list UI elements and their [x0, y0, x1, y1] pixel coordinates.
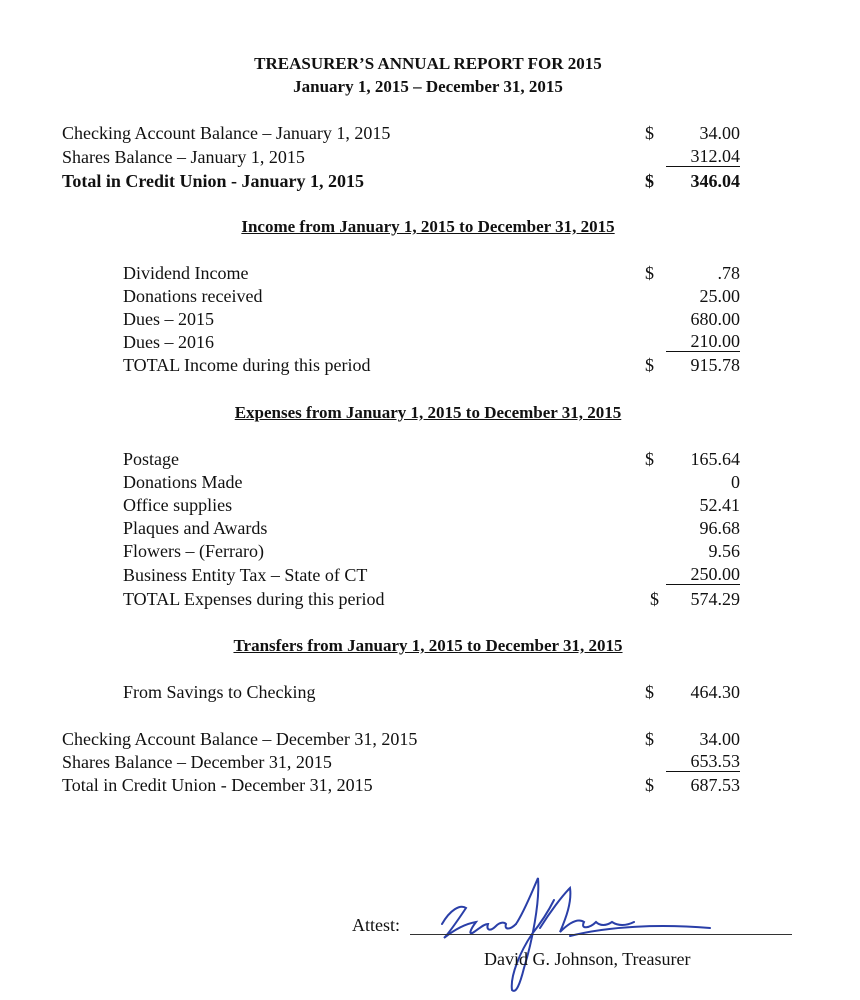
expense-row: [123, 564, 742, 586]
income-row: [123, 331, 742, 353]
row-amount: .78: [717, 263, 740, 283]
row-amount: 25.00: [699, 286, 740, 306]
expense-row: [123, 448, 742, 470]
income-row: [123, 308, 742, 330]
row-label: TOTAL Expenses during this period: [123, 589, 385, 609]
row-label: Checking Account Balance – January 1, 2015: [62, 123, 391, 143]
row-amount: 34.00: [699, 123, 740, 143]
row-amount: 0: [731, 472, 740, 492]
currency-symbol: $: [645, 263, 654, 283]
row-amount: 165.64: [690, 449, 740, 469]
closing-row: [62, 728, 742, 750]
expenses-heading: Expenses from January 1, 2015 to December 31, 2015: [234, 403, 622, 422]
row-label: From Savings to Checking: [123, 682, 316, 702]
row-amount: 96.68: [699, 518, 740, 538]
income-total-row: [123, 354, 742, 376]
opening-total-row: [62, 170, 742, 192]
currency-symbol: $: [645, 682, 654, 702]
row-label: Shares Balance – January 1, 2015: [62, 147, 305, 167]
closing-total-row: [62, 774, 742, 796]
currency-symbol: $: [645, 729, 654, 749]
row-amount: 210.00: [666, 331, 740, 352]
row-label: Flowers – (Ferraro): [123, 541, 264, 561]
report-title: TREASURER’S ANNUAL REPORT FOR 2015: [254, 54, 602, 73]
signature-line: [410, 934, 792, 935]
expense-total-row: [123, 588, 742, 610]
row-amount: 34.00: [699, 729, 740, 749]
row-label: Donations Made: [123, 472, 243, 492]
row-label: Donations received: [123, 286, 263, 306]
expense-row: [123, 540, 742, 562]
currency-symbol: $: [645, 775, 654, 795]
income-heading: Income from January 1, 2015 to December 31, 2015: [241, 217, 615, 236]
income-row: [123, 262, 742, 284]
currency-symbol: $: [645, 171, 654, 191]
currency-symbol: $: [645, 123, 654, 143]
row-label: TOTAL Income during this period: [123, 355, 371, 375]
attest-label: Attest:: [352, 915, 400, 935]
row-amount: 250.00: [666, 564, 740, 585]
row-label: Checking Account Balance – December 31, 2015: [62, 729, 418, 749]
row-amount: 574.29: [690, 589, 740, 609]
row-label: Total in Credit Union - December 31, 2015: [62, 775, 373, 795]
transfer-row: [123, 681, 742, 703]
row-label: Dividend Income: [123, 263, 249, 283]
row-label: Shares Balance – December 31, 2015: [62, 752, 332, 772]
row-amount: 52.41: [699, 495, 740, 515]
row-label: Dues – 2015: [123, 309, 214, 329]
row-label: Total in Credit Union - January 1, 2015: [62, 171, 365, 191]
row-amount: 346.04: [690, 171, 740, 191]
row-label: Postage: [123, 449, 179, 469]
row-label: Business Entity Tax – State of CT: [123, 565, 368, 585]
row-label: Dues – 2016: [123, 332, 214, 352]
currency-symbol: $: [650, 589, 659, 609]
row-amount: 653.53: [666, 751, 740, 772]
row-amount: 464.30: [690, 682, 740, 702]
currency-symbol: $: [645, 449, 654, 469]
currency-symbol: $: [645, 355, 654, 375]
row-label: Plaques and Awards: [123, 518, 268, 538]
signer-name: David G. Johnson, Treasurer: [484, 949, 691, 969]
row-amount: 680.00: [690, 309, 740, 329]
income-row: [123, 285, 742, 307]
report-period: January 1, 2015 – December 31, 2015: [293, 77, 563, 96]
row-label: Office supplies: [123, 495, 233, 515]
row-amount: 9.56: [708, 541, 740, 561]
row-amount: 915.78: [690, 355, 740, 375]
transfers-heading: Transfers from January 1, 2015 to December 31, 2015: [233, 636, 623, 655]
opening-row: [62, 146, 742, 168]
expense-row: [123, 471, 742, 493]
row-amount: 687.53: [690, 775, 740, 795]
row-amount: 312.04: [666, 146, 740, 167]
closing-row: [62, 751, 742, 773]
expense-row: [123, 517, 742, 539]
opening-row: [62, 122, 742, 144]
expense-row: [123, 494, 742, 516]
